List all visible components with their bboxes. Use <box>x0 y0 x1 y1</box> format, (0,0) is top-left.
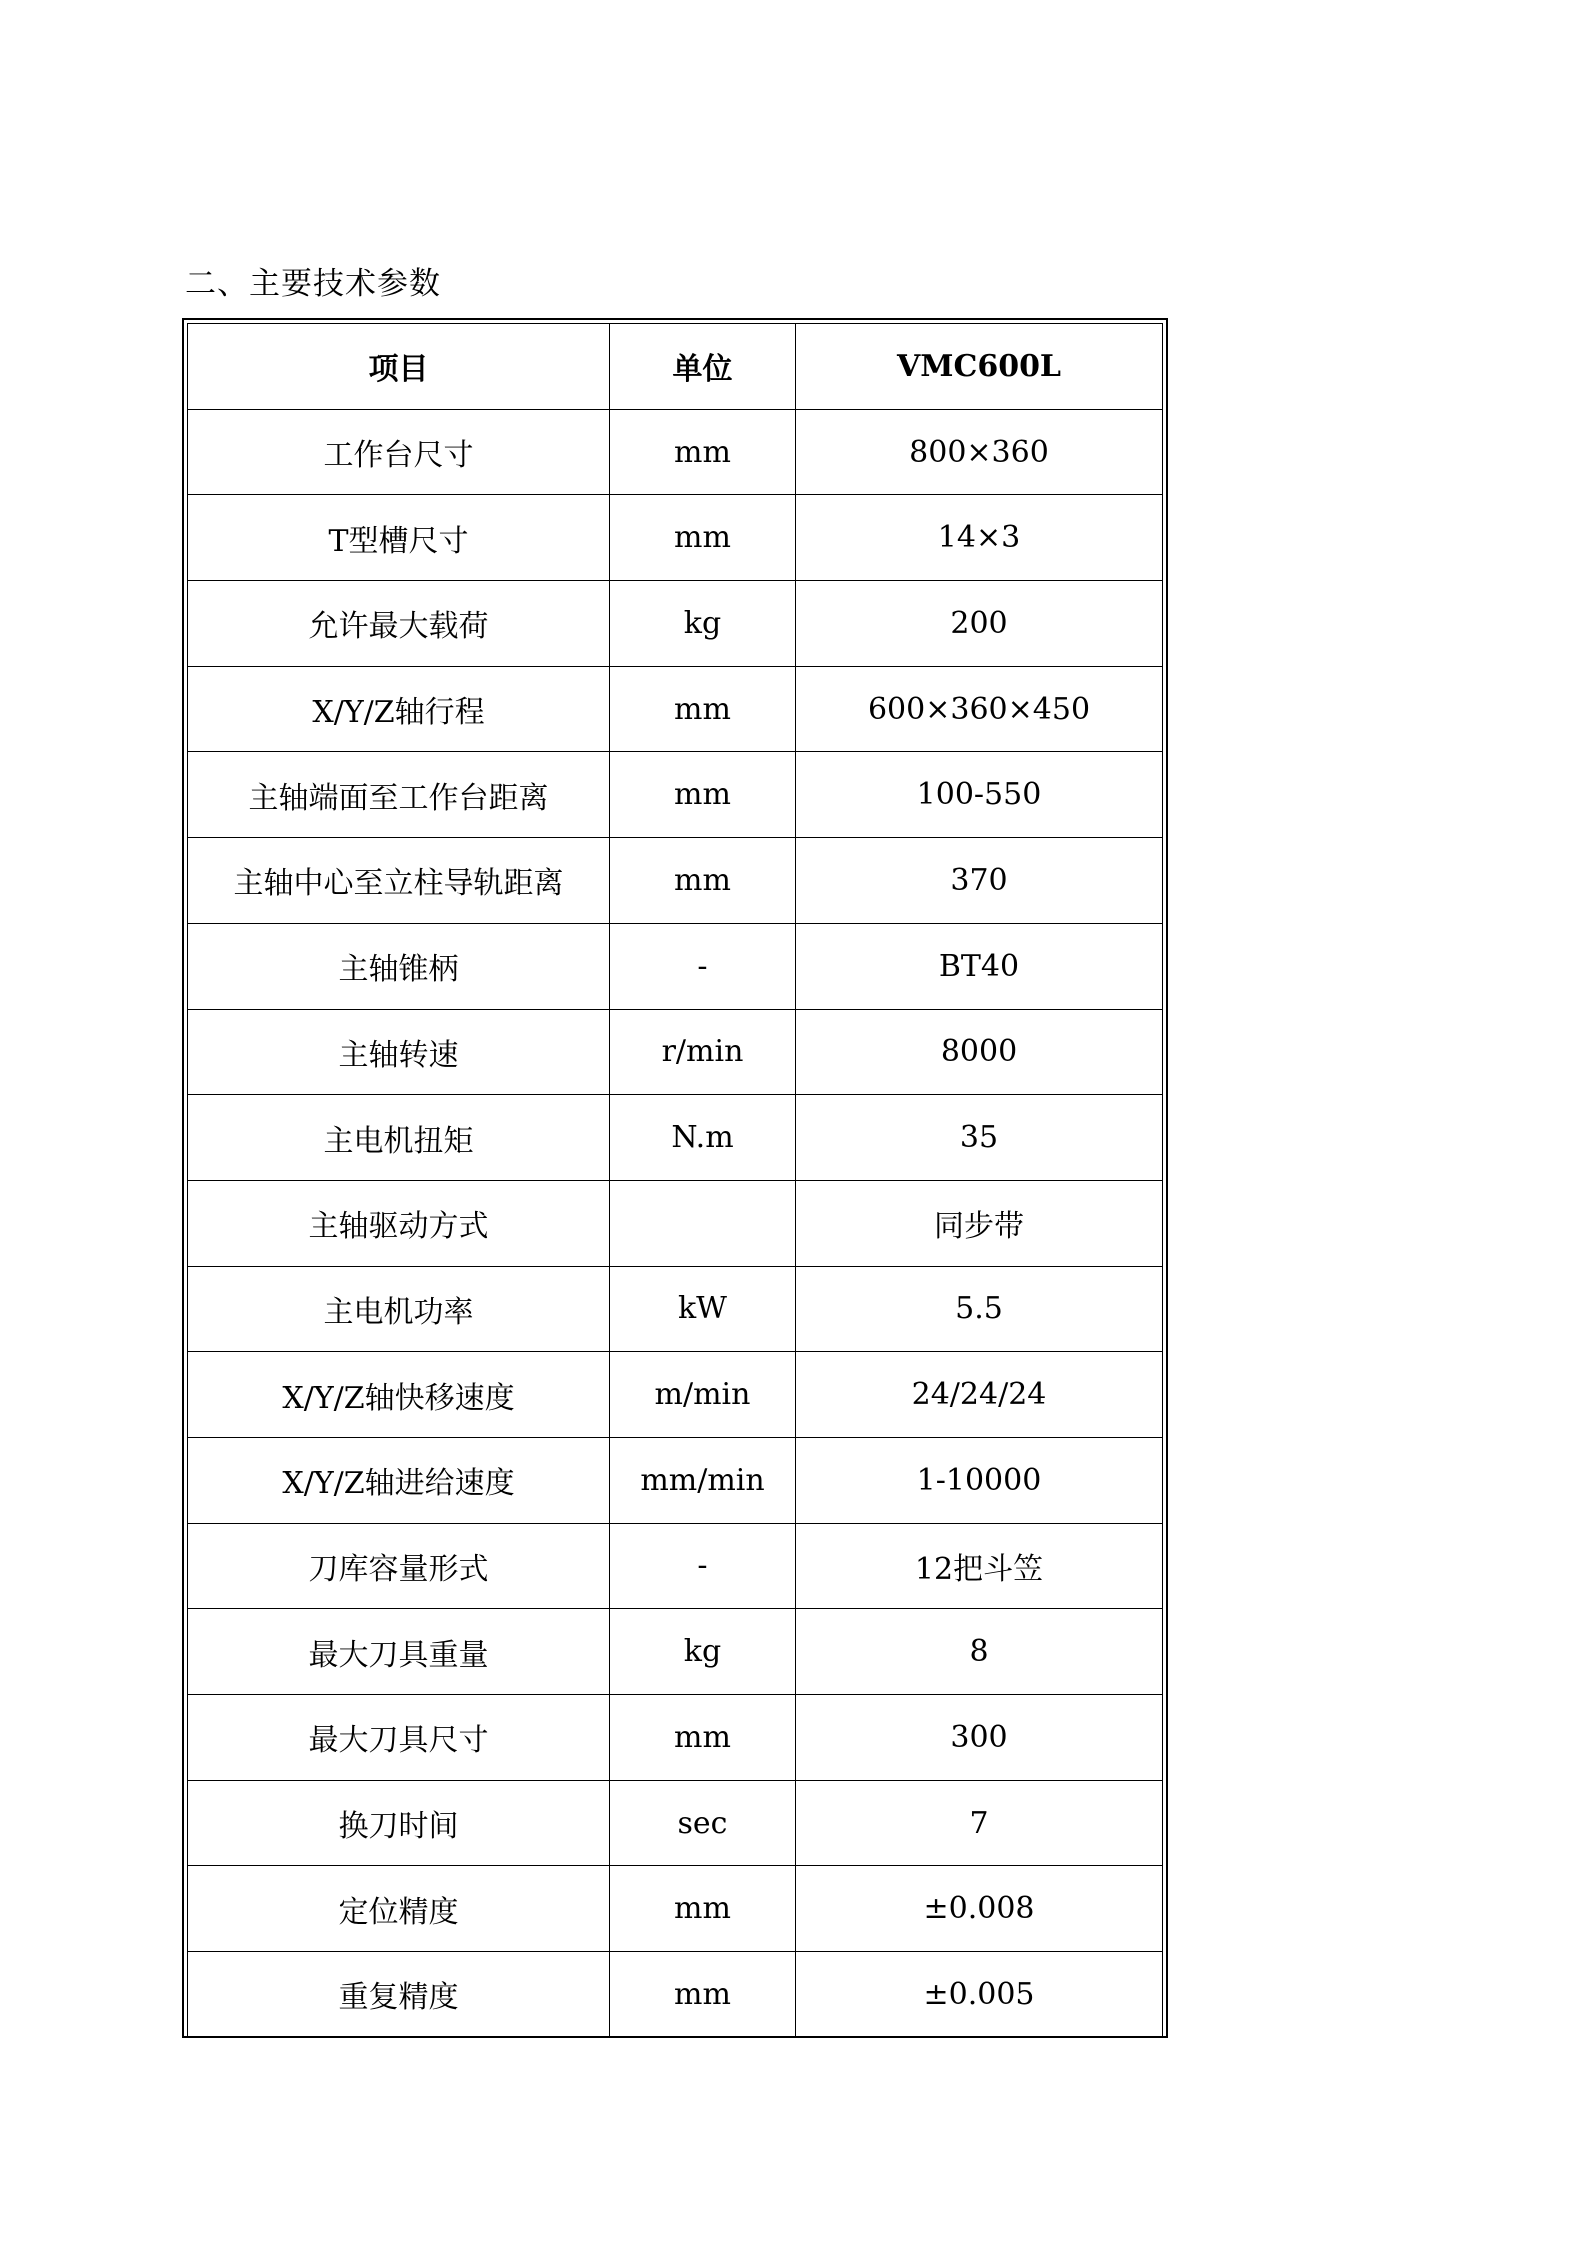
cell-unit: mm <box>610 1952 796 2038</box>
cell-unit: N.m <box>610 1095 796 1181</box>
table-row <box>188 1437 1163 1523</box>
cell-value: 800×360 <box>796 409 1163 495</box>
cell-unit: mm <box>610 1695 796 1781</box>
table-row <box>188 1180 1163 1266</box>
cell-item: 定位精度 <box>188 1866 610 1952</box>
cell-item: 换刀时间 <box>188 1780 610 1866</box>
cell-value: 600×360×450 <box>796 666 1163 752</box>
cell-item: X/Y/Z轴进给速度 <box>188 1437 610 1523</box>
table-row <box>188 838 1163 924</box>
cell-unit: r/min <box>610 1009 796 1095</box>
table-row <box>188 1609 1163 1695</box>
table-row <box>188 923 1163 1009</box>
cell-value: 200 <box>796 581 1163 667</box>
spec-table <box>187 323 1163 2038</box>
cell-item: 主轴转速 <box>188 1009 610 1095</box>
cell-item: 允许最大载荷 <box>188 581 610 667</box>
cell-unit: - <box>610 923 796 1009</box>
cell-item: 工作台尺寸 <box>188 409 610 495</box>
cell-unit: m/min <box>610 1352 796 1438</box>
table-row <box>188 409 1163 495</box>
cell-value: 370 <box>796 838 1163 924</box>
spec-table-frame <box>182 318 1168 2038</box>
cell-unit <box>610 1180 796 1266</box>
cell-value: 同步带 <box>796 1180 1163 1266</box>
cell-item: 主电机功率 <box>188 1266 610 1352</box>
table-row <box>188 1952 1163 2038</box>
cell-value: BT40 <box>796 923 1163 1009</box>
cell-value: ±0.005 <box>796 1952 1163 2038</box>
cell-unit: mm <box>610 1866 796 1952</box>
table-row <box>188 752 1163 838</box>
table-row <box>188 1095 1163 1181</box>
cell-item: 最大刀具尺寸 <box>188 1695 610 1781</box>
cell-unit: mm <box>610 752 796 838</box>
cell-value: 14×3 <box>796 495 1163 581</box>
cell-unit: mm <box>610 666 796 752</box>
cell-unit: mm <box>610 495 796 581</box>
cell-value: 1-10000 <box>796 1437 1163 1523</box>
cell-item: 主轴锥柄 <box>188 923 610 1009</box>
table-row <box>188 1695 1163 1781</box>
table-row <box>188 1866 1163 1952</box>
cell-value: 300 <box>796 1695 1163 1781</box>
cell-value: 35 <box>796 1095 1163 1181</box>
cell-item: 重复精度 <box>188 1952 610 2038</box>
table-row <box>188 1780 1163 1866</box>
table-row <box>188 1523 1163 1609</box>
cell-value: 12把斗笠 <box>796 1523 1163 1609</box>
table-row <box>188 495 1163 581</box>
cell-value: 5.5 <box>796 1266 1163 1352</box>
table-header-row <box>188 324 1163 410</box>
cell-unit: mm <box>610 838 796 924</box>
header-unit: 单位 <box>610 324 796 410</box>
cell-item: 主轴驱动方式 <box>188 1180 610 1266</box>
cell-unit: - <box>610 1523 796 1609</box>
cell-item: 主轴端面至工作台距离 <box>188 752 610 838</box>
section-title: 二、主要技术参数 <box>185 266 441 302</box>
cell-unit: kg <box>610 1609 796 1695</box>
cell-unit: mm <box>610 409 796 495</box>
table-row <box>188 581 1163 667</box>
cell-item: X/Y/Z轴快移速度 <box>188 1352 610 1438</box>
cell-value: 8000 <box>796 1009 1163 1095</box>
cell-value: 100-550 <box>796 752 1163 838</box>
cell-value: ±0.008 <box>796 1866 1163 1952</box>
cell-item: 最大刀具重量 <box>188 1609 610 1695</box>
cell-item: 主电机扭矩 <box>188 1095 610 1181</box>
cell-value: 7 <box>796 1780 1163 1866</box>
table-row <box>188 1266 1163 1352</box>
cell-item: 刀库容量形式 <box>188 1523 610 1609</box>
header-model: VMC600L <box>796 324 1163 410</box>
table-row <box>188 1009 1163 1095</box>
cell-item: T型槽尺寸 <box>188 495 610 581</box>
cell-value: 24/24/24 <box>796 1352 1163 1438</box>
cell-item: X/Y/Z轴行程 <box>188 666 610 752</box>
header-item: 项目 <box>188 324 610 410</box>
cell-unit: kg <box>610 581 796 667</box>
cell-item: 主轴中心至立柱导轨距离 <box>188 838 610 924</box>
cell-unit: kW <box>610 1266 796 1352</box>
cell-unit: sec <box>610 1780 796 1866</box>
table-row <box>188 666 1163 752</box>
cell-unit: mm/min <box>610 1437 796 1523</box>
cell-value: 8 <box>796 1609 1163 1695</box>
table-row <box>188 1352 1163 1438</box>
